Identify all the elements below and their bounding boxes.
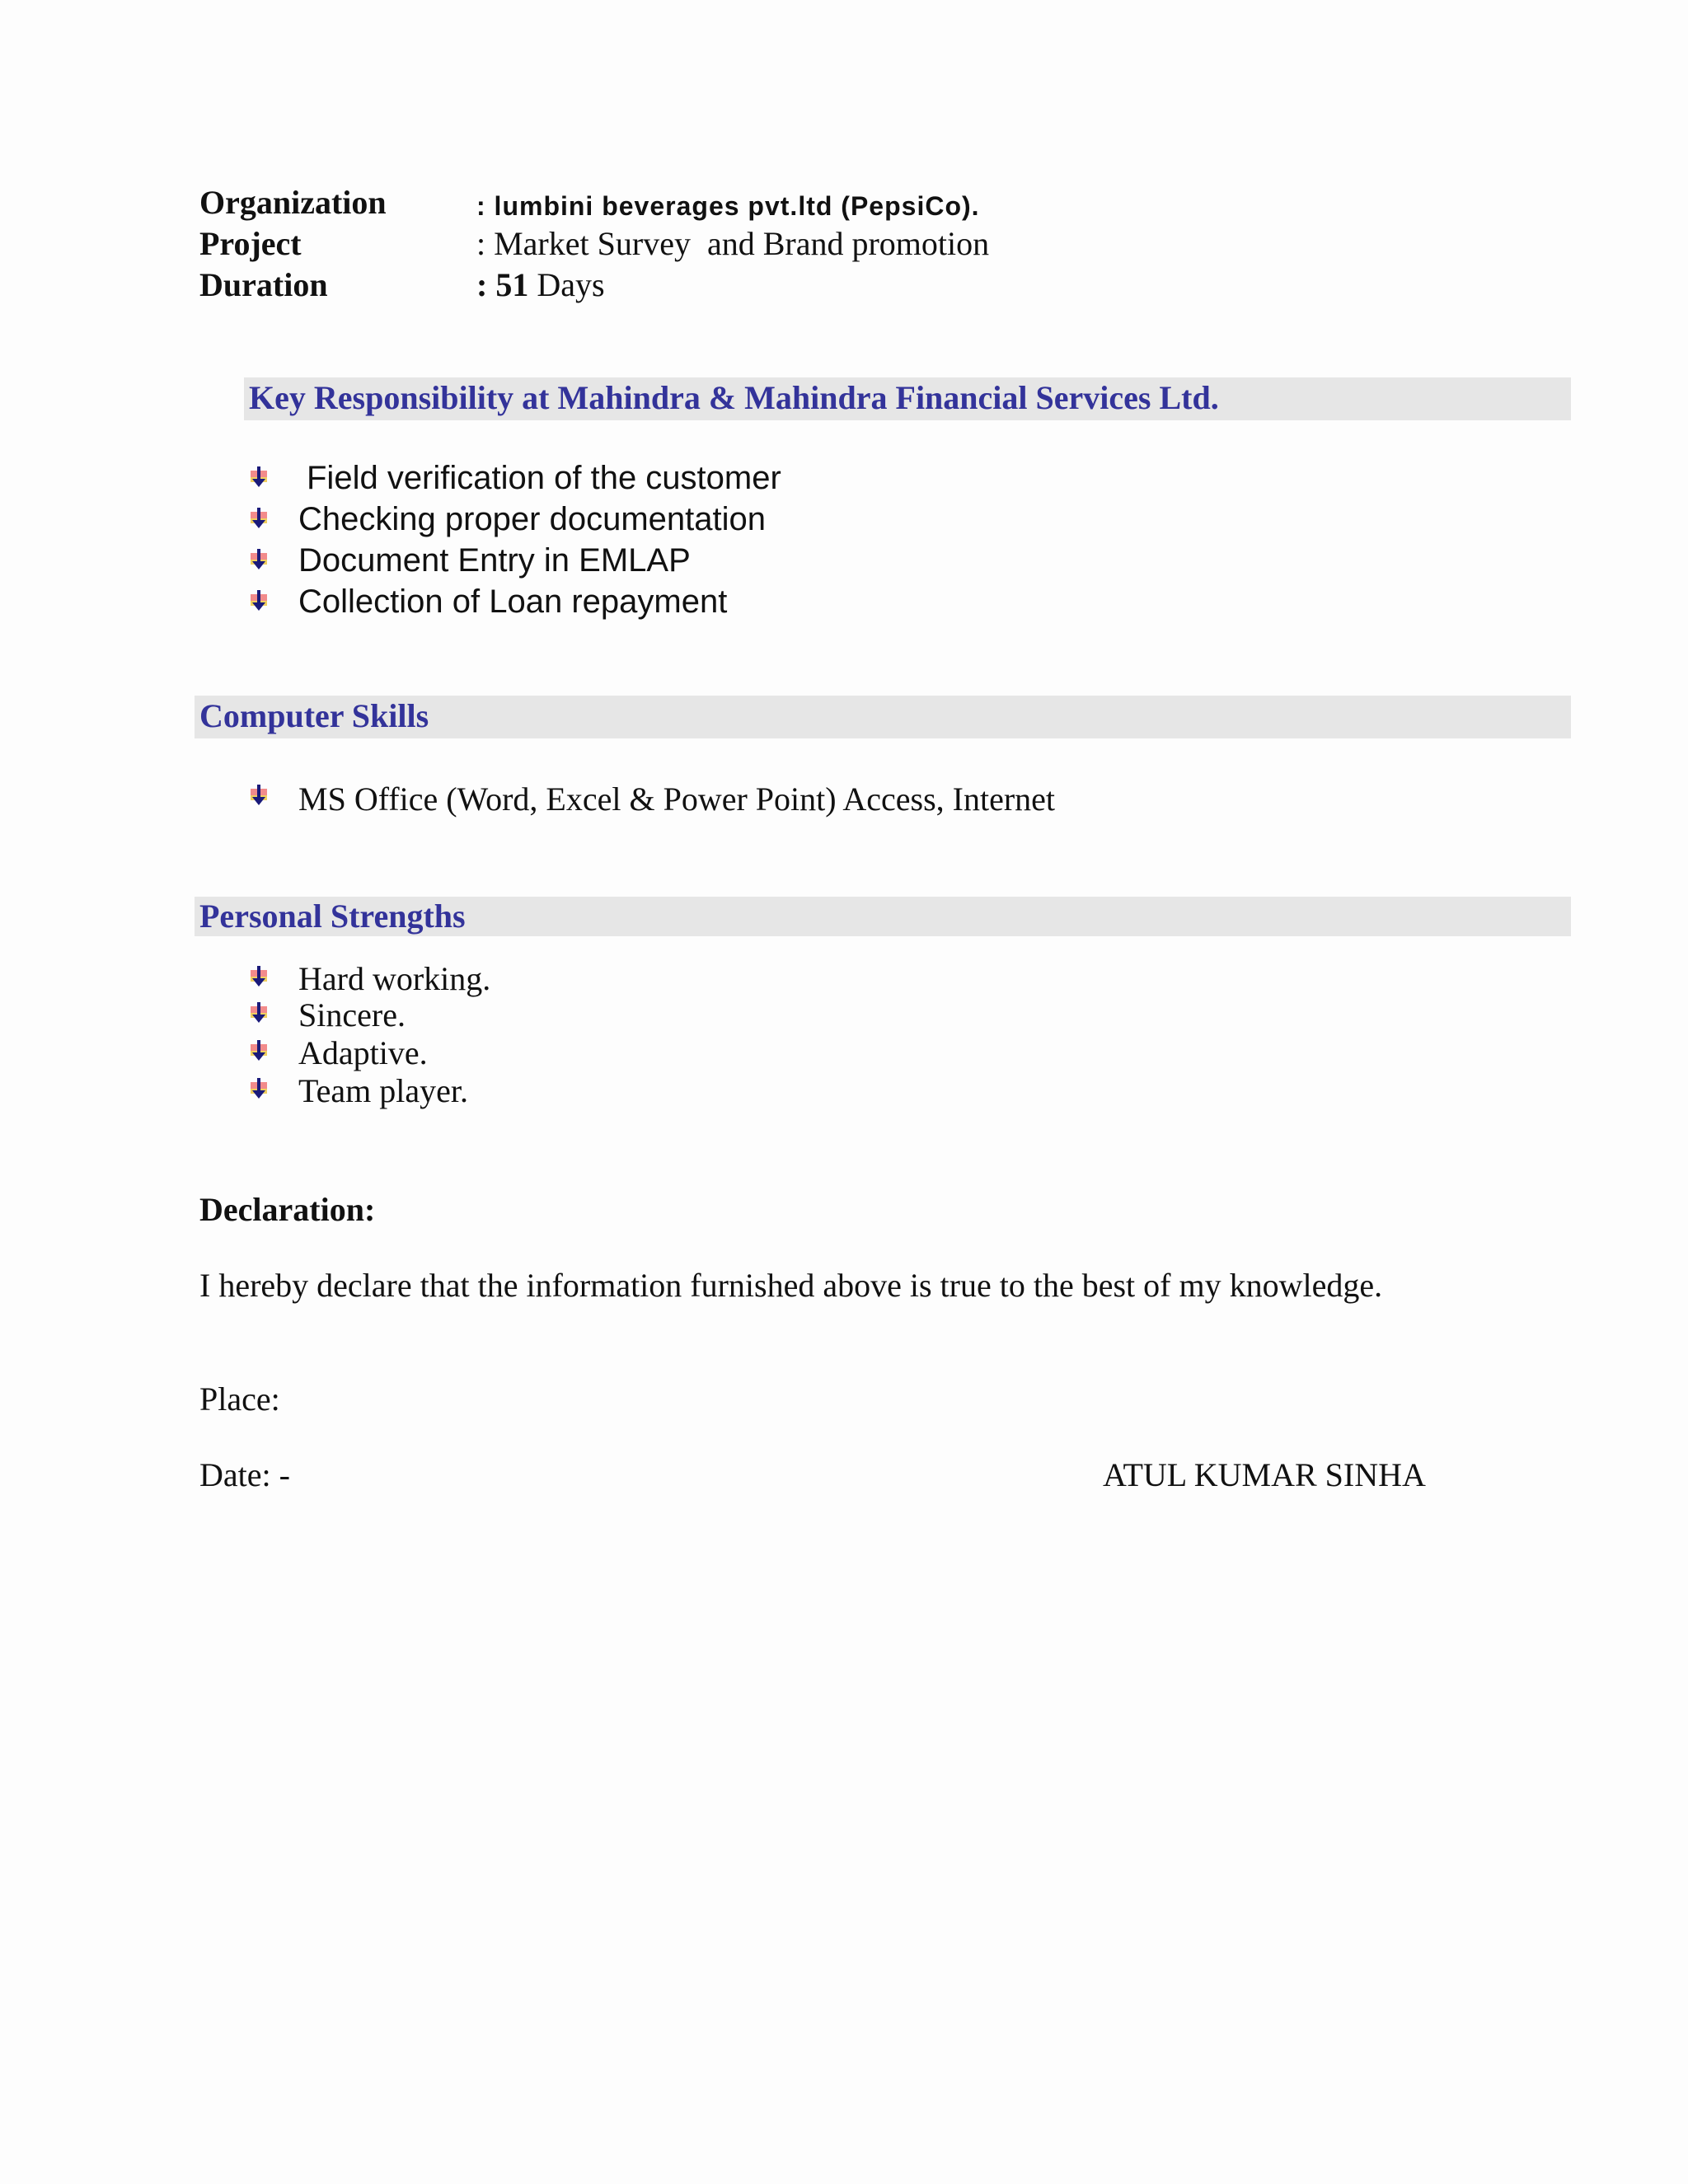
declaration-text: I hereby declare that the information furnished above is true to the best of my knowledge.: [199, 1267, 1383, 1304]
personal-strengths-heading: Personal Strengths: [195, 897, 1571, 936]
arrow-bullet-icon: [249, 966, 270, 987]
signature-name: ATUL KUMAR SINHA: [1103, 1456, 1426, 1493]
arrow-bullet-icon: [249, 785, 270, 806]
project-value: : Market Survey and Brand promotion: [476, 225, 990, 262]
declaration-heading: Declaration:: [199, 1191, 376, 1228]
responsibility-item: Field verification of the customer: [307, 460, 781, 496]
duration-unit: Days: [537, 266, 605, 303]
computer-skill-item: MS Office (Word, Excel & Power Point) Access, Internet: [298, 780, 1056, 818]
arrow-bullet-icon: [249, 549, 270, 570]
strength-item: Hard working.: [298, 960, 491, 997]
arrow-bullet-icon: [249, 1040, 270, 1062]
arrow-bullet-icon: [249, 590, 270, 612]
organization-value: : lumbini beverages pvt.ltd (PepsiCo).: [476, 191, 980, 221]
key-responsibility-heading: Key Responsibility at Mahindra & Mahindra Financial Services Ltd.: [244, 377, 1571, 420]
arrow-bullet-icon: [249, 508, 270, 529]
responsibility-item: Collection of Loan repayment: [298, 583, 728, 620]
responsibility-item: Checking proper documentation: [298, 501, 767, 537]
place-label: Place:: [199, 1380, 280, 1418]
organization-label: Organization: [199, 184, 387, 221]
duration-number: : 51: [476, 266, 529, 303]
date-label: Date: -: [199, 1456, 290, 1493]
duration-value: [476, 265, 605, 304]
arrow-bullet-icon: [249, 1078, 270, 1099]
computer-skills-heading: Computer Skills: [195, 696, 1571, 738]
project-label: Project: [199, 225, 302, 262]
arrow-bullet-icon: [249, 1002, 270, 1024]
arrow-bullet-icon: [249, 466, 270, 488]
strength-item: Adaptive.: [298, 1034, 428, 1071]
responsibility-item: Document Entry in EMLAP: [298, 542, 691, 579]
strength-item: Team player.: [298, 1072, 468, 1109]
duration-label: Duration: [199, 266, 328, 303]
strength-item: Sincere.: [298, 996, 406, 1033]
